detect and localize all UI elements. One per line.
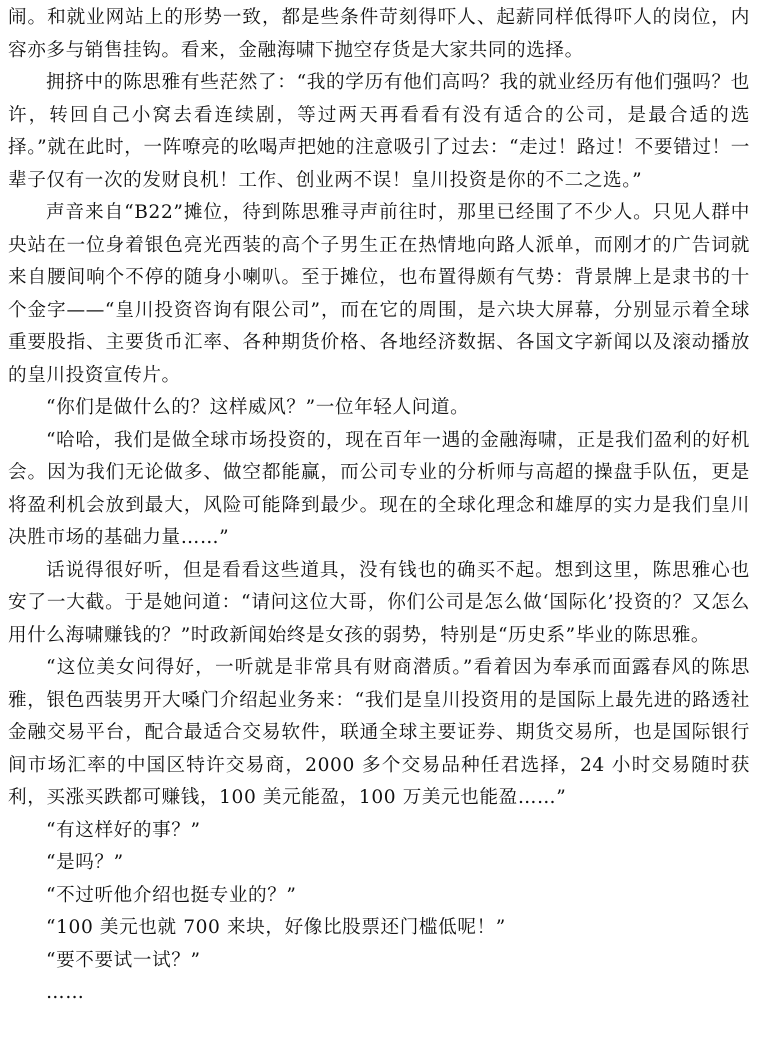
paragraph-booth-description: 声音来自“B22”摊位，待到陈思雅寻声前往时，那里已经围了不少人。只见人群中央站在一位身着银色亮光西装的高个子男生正在热情地向路人派单，而刚才的广告词就来自腰间响个不停的随身小喇叭。至于摊位，也布置得颇有气势：背景牌上是隶书的十个金字——“皇川投资咨询有限公司”，而在它的周围，是六块大屏幕，分别显示着全球重要股指、主要货币汇率、各种期货价格、各地经济数据、各国文字新闻以及滚动播放的皇川投资宣传片。 [8,202,750,386]
paragraph-salesman-reply: “哈哈，我们是做全球市场投资的，现在百年一遇的金融海啸，正是我们盈利的好机会。因为我们无论做多、做空都能赢，而公司专业的分析师与高超的操盘手队伍，更是将盈利机会放到最大，风险可能降到最少。现在的全球化理念和雄厚的实力是我们皇川决胜市场的基础力量……” [8,429,750,548]
dialogue-line: “是吗？” [46,852,124,873]
paragraph-salesman-pitch: “这位美女问得好，一听就是非常具有财商潜质。”看着因为奉承而面露春风的陈思雅，银色西装男开大嗓门介绍起业务来：“我们是皇川投资用的是国际上最先进的路透社金融交易平台，配合最适合交易软件，联通全球主要证券、期货交易所，也是国际银行间市场汇率的中国区特许交易商，2000 多个交易品种任君选择，24 小时交易随时获利，买涨买跌都可赚钱，100 美元能盈，100 万美元也能盈……” [8,657,750,808]
paragraph-continuation: 闹。和就业网站上的形势一致，都是些条件苛刻得吓人、起薪同样低得吓人的岗位，内容亦多与销售挂钩。看来，金融海啸下抛空存货是大家共同的选择。 [8,7,750,61]
dialogue-line: “不过听他介绍也挺专业的？” [46,884,297,906]
ellipsis-line: …… [46,982,85,1003]
dialogue-line: “100 美元也就 700 来块，好像比股票还门槛低呢！” [46,917,506,938]
paragraph-chen-siya-thoughts: 拥挤中的陈思雅有些茫然了：“我的学历有他们高吗？我的就业经历有他们强吗？也许，转回自己小窝去看连续剧，等过两天再看看有没有适合的公司，是最合适的选择。”就在此时，一阵嘹亮的吆喝声把她的注意吸引了过去：“走过！路过！不要错过！一辈子仅有一次的发财良机！工作、创业两不误！皇川投资是你的不二之选。” [8,72,750,191]
dialogue-line: “要不要试一试？” [46,949,201,971]
dialogue-line: “有这样好的事？” [46,819,201,841]
paragraph-chen-siya-question: 话说得很好听，但是看看这些道具，没有钱也的确买不起。想到这里，陈思雅心也安了一大截。于是她问道：“请问这位大哥，你们公司是怎么做‘国际化’投资的？又怎么用什么海啸赚钱的？”时政新闻始终是女孩的弱势，特别是“历史系”毕业的陈思雅。 [8,559,750,646]
paragraph-young-man-question: “你们是做什么的？这样威风？”一位年轻人问道。 [46,397,470,418]
